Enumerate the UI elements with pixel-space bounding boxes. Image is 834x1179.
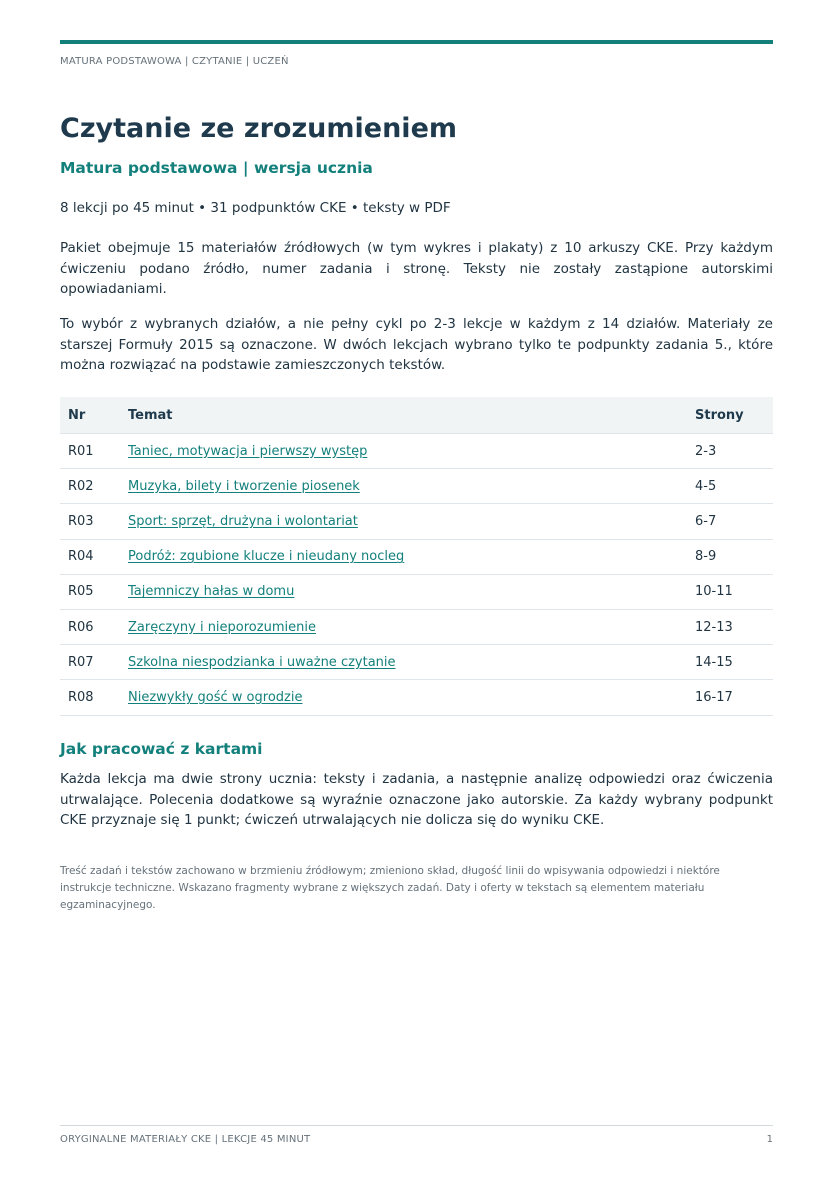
lesson-pages: 4-5 bbox=[687, 469, 773, 504]
lesson-number: R03 bbox=[60, 504, 120, 539]
page-title: Czytanie ze zrozumieniem bbox=[60, 113, 458, 144]
lessons-table bbox=[60, 397, 773, 716]
table-row bbox=[60, 434, 773, 469]
lesson-number: R05 bbox=[60, 574, 120, 609]
lesson-pages: 14-15 bbox=[687, 645, 773, 680]
footer-text: ORYGINALNE MATERIAŁY CKE | LEKCJE 45 MINUT bbox=[60, 1134, 311, 1145]
column-header-topic: Temat bbox=[120, 397, 687, 434]
lesson-pages: 2-3 bbox=[687, 434, 773, 469]
course-meta: 8 lekcji po 45 minut • 31 podpunktów CKE • teksty w PDF bbox=[60, 200, 451, 216]
top-accent-rule bbox=[60, 40, 773, 44]
lesson-pages: 8-9 bbox=[687, 539, 773, 574]
footer-rule bbox=[60, 1125, 773, 1126]
page-subtitle: Matura podstawowa | wersja ucznia bbox=[60, 159, 373, 177]
lesson-pages: 6-7 bbox=[687, 504, 773, 539]
lesson-topic-link[interactable]: Muzyka, bilety i tworzenie piosenek bbox=[128, 478, 360, 494]
table-row bbox=[60, 680, 773, 715]
lesson-topic-link[interactable]: Tajemniczy hałas w domu bbox=[128, 584, 295, 600]
table-row bbox=[60, 504, 773, 539]
lesson-pages: 16-17 bbox=[687, 680, 773, 715]
lesson-number: R04 bbox=[60, 539, 120, 574]
lesson-topic-cell bbox=[120, 469, 687, 504]
lesson-topic-cell bbox=[120, 680, 687, 715]
table-header-row bbox=[60, 397, 773, 434]
lesson-number: R08 bbox=[60, 680, 120, 715]
table-row bbox=[60, 469, 773, 504]
lesson-number: R06 bbox=[60, 609, 120, 644]
section-body: Każda lekcja ma dwie strony ucznia: teksty i zadania, a następnie analizę odpowiedzi oraz ćwiczenia utrwalające. Polecenia dodatkowe są wyraźnie oznaczone jako autorskie. Za każdy wybrany podpunkt CKE przyznaje się 1 punkt; ćwiczeń utrwalających nie dolicza się do wyniku CKE. bbox=[60, 771, 773, 828]
lesson-topic-link[interactable]: Sport: sprzęt, drużyna i wolontariat bbox=[128, 513, 358, 529]
lesson-topic-cell bbox=[120, 504, 687, 539]
lesson-topic-link[interactable]: Zaręczyny i nieporozumienie bbox=[128, 619, 316, 635]
intro-paragraph-1: Pakiet obejmuje 15 materiałów źródłowych (w tym wykres i plakaty) z 10 arkuszy CKE. Przy każdym ćwiczeniu podano źródło, numer zadania i stronę. Teksty nie zostały zastąpione autorskimi opowiadaniami. bbox=[60, 240, 773, 297]
page-number: 1 bbox=[766, 1134, 773, 1145]
lesson-number: R02 bbox=[60, 469, 120, 504]
intro-paragraph-2: To wybór z wybranych działów, a nie pełny cykl po 2-3 lekcje w każdym z 14 działów. Materiały ze starszej Formuły 2015 są oznaczone. W dwóch lekcjach wybrano tylko te podpunkty zadania 5., które można rozwiązać na podstawie zamieszczonych tekstów. bbox=[60, 316, 773, 373]
section-heading: Jak pracować z kartami bbox=[60, 740, 263, 758]
table-row bbox=[60, 539, 773, 574]
lesson-topic-link[interactable]: Szkolna niespodzianka i uważne czytanie bbox=[128, 654, 396, 670]
lesson-topic-cell bbox=[120, 609, 687, 644]
lesson-topic-link[interactable]: Niezwykły gość w ogrodzie bbox=[128, 689, 303, 705]
table-row bbox=[60, 574, 773, 609]
lesson-number: R01 bbox=[60, 434, 120, 469]
table-row bbox=[60, 645, 773, 680]
column-header-pages: Strony bbox=[687, 397, 773, 434]
table-row bbox=[60, 609, 773, 644]
lesson-pages: 12-13 bbox=[687, 609, 773, 644]
source-note: Treść zadań i tekstów zachowano w brzmieniu źródłowym; zmieniono skład, długość linii do wpisywania odpowiedzi i niektóre instrukcje techniczne. Wskazano fragmenty wybrane z większych zadań. Daty i oferty w tekstach są elementem materiału egzaminacyjnego. bbox=[60, 865, 720, 911]
lesson-number: R07 bbox=[60, 645, 120, 680]
running-head: MATURA PODSTAWOWA | CZYTANIE | UCZEŃ bbox=[60, 56, 289, 67]
column-header-nr: Nr bbox=[60, 397, 120, 434]
lesson-pages: 10-11 bbox=[687, 574, 773, 609]
lesson-topic-cell bbox=[120, 574, 687, 609]
lesson-topic-cell bbox=[120, 645, 687, 680]
lesson-topic-link[interactable]: Podróż: zgubione klucze i nieudany nocleg bbox=[128, 549, 405, 565]
lesson-topic-link[interactable]: Taniec, motywacja i pierwszy występ bbox=[128, 443, 368, 459]
lesson-topic-cell bbox=[120, 434, 687, 469]
lesson-topic-cell bbox=[120, 539, 687, 574]
